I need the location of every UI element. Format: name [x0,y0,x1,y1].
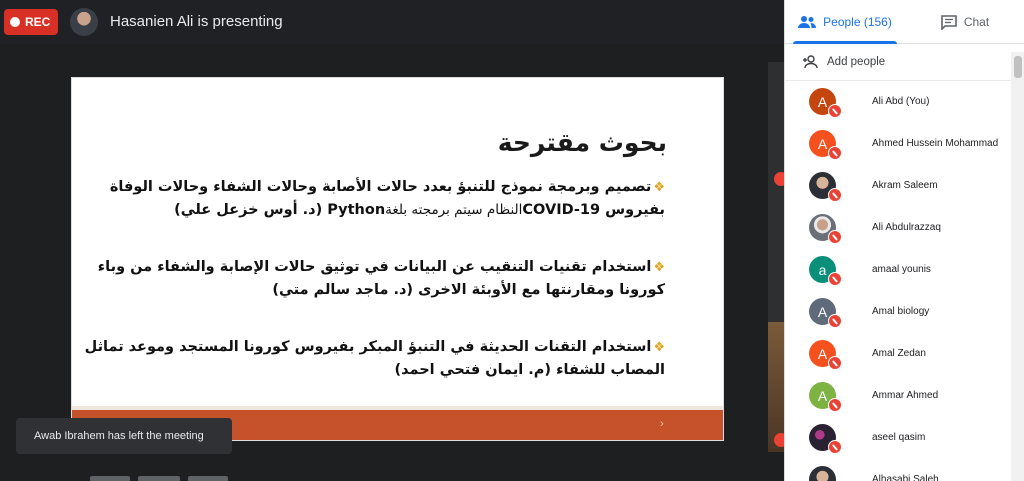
record-dot-icon [10,17,20,27]
tab-chat-label: Chat [963,15,990,29]
bullet-2-line-1: استخدام تقنيات التنقيب عن البيانات في توثيق حالات الإصابة والشفاء من وباء [97,259,652,275]
avatar: A [809,130,836,157]
participant-name: Ahmed Hussein Mohammad [872,138,999,149]
avatar: A [809,340,836,367]
participant-name: Alhasabi Saleh [872,474,939,481]
bottom-control-peek[interactable] [90,476,130,481]
avatar: A [809,88,836,115]
tab-people-label: People (156) [823,15,892,29]
participant-row[interactable] [785,460,1011,481]
recording-badge [4,9,58,35]
participant-name: Akram Saleem [872,180,938,191]
participant-name: Ali Abd (You) [872,96,930,107]
participant-row[interactable] [785,250,1011,292]
slide-bullet-2 [97,256,665,301]
participant-list [785,82,1011,481]
bullet-3-line-1: استخدام التقنات الحديثة في التنبؤ المبكر بفيروس كورونا المستجد وموعد تماثل [84,339,652,355]
participant-row[interactable] [785,292,1011,334]
bottom-control-peek[interactable] [138,476,180,481]
mic-off-icon [828,188,842,202]
panel-tabs [785,0,1024,44]
mic-off-icon [828,230,842,244]
participant-name: Amal Zedan [872,348,926,359]
avatar: A [809,298,836,325]
mic-off-icon [828,272,842,286]
side-panel [784,0,1024,481]
bullet-1-line-1: تصميم وبرمجة نموذج للتنبؤ بعدد حالات الأصابة وحالات الشفاء وحالات الوفاة [109,179,652,195]
bullet-icon: ❖ [653,180,665,195]
toast-text: Awab Ibrahem has left the meeting [34,430,204,442]
recording-label: REC [25,15,51,29]
scrollbar-thumb[interactable] [1014,56,1022,78]
presentation-slide [72,78,723,440]
mic-off-icon [828,398,842,412]
participant-name: Ammar Ahmed [872,390,939,401]
participant-tile-peek[interactable] [768,62,784,322]
participant-row[interactable] [785,376,1011,418]
avatar [809,466,836,481]
mic-off-icon [828,314,842,328]
bullet-2-line-2: كورونا ومقارنتها مع الأوبئة الاخرى (د. ماجد سالم متي) [272,282,665,298]
top-bar [0,0,784,44]
bullet-3-line-2: المصاب للشفاء (م. ايمان فتحي احمد) [394,362,665,378]
slide-bullet-1 [109,176,665,221]
participant-row[interactable] [785,166,1011,208]
avatar: a [809,256,836,283]
divider [785,80,1011,81]
slide-title: بحوث مقترحة [497,128,667,157]
bullet-icon: ❖ [653,260,665,275]
participant-row[interactable] [785,124,1011,166]
participant-name: amaal younis [872,264,931,275]
mic-off-icon [828,104,842,118]
add-person-icon [803,55,821,69]
participant-name: Amal biology [872,306,930,317]
presenter-label: Hasanien Ali is presenting [110,13,283,30]
participant-list-scrollbar[interactable] [1011,52,1024,481]
bullet-1-line-2-a: بفيروس COVID-19 [522,202,665,218]
tab-people[interactable] [785,0,905,44]
slide-bullet-3 [84,336,665,381]
add-people-button[interactable] [803,52,885,72]
bullet-icon: ❖ [653,340,665,355]
add-people-label: Add people [827,56,886,68]
mic-off-icon [828,146,842,160]
chat-icon [941,15,957,30]
participant-row[interactable] [785,208,1011,250]
participant-name: aseel qasim [872,432,926,443]
participant-name: Ali Abdulrazzaq [872,222,941,233]
presenter-avatar [70,8,98,36]
notification-toast [16,418,232,454]
participant-row[interactable] [785,82,1011,124]
slide-footer-mark: › [660,418,664,430]
active-tab-indicator [793,41,897,44]
mic-off-icon [828,356,842,370]
bullet-1-line-2-b: النظام سيتم برمجته بلغة [385,202,523,218]
bottom-control-peek[interactable] [188,476,228,481]
people-icon [798,15,816,29]
participant-row[interactable] [785,418,1011,460]
participant-row[interactable] [785,334,1011,376]
avatar: A [809,382,836,409]
tab-chat[interactable] [905,0,1024,44]
bullet-1-line-2-c: Python (د. أوس خزعل علي) [174,202,386,218]
mic-off-icon [828,440,842,454]
